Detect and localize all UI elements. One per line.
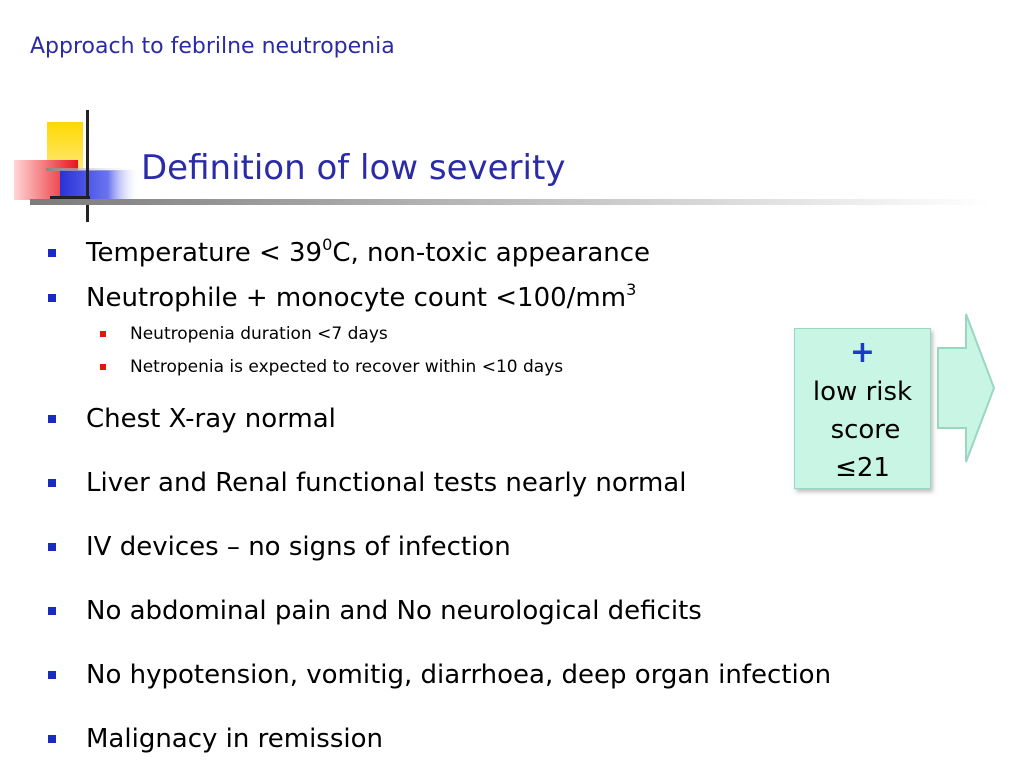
plus-sign: + bbox=[849, 335, 876, 370]
slide-title: Definition of low severity bbox=[141, 148, 566, 188]
bullet-item bbox=[48, 532, 511, 562]
bullet-square-icon bbox=[48, 607, 56, 615]
bullet-text: Neutrophile + monocyte count $<100/mm^3$ bbox=[86, 279, 637, 313]
low-risk-score-box bbox=[794, 328, 931, 489]
sub-bullet-square-icon bbox=[100, 364, 106, 370]
risk-box-line: low risk bbox=[812, 377, 913, 407]
bullet-text: IV devices – no signs of infection bbox=[86, 532, 511, 562]
sub-bullet-item bbox=[100, 324, 388, 344]
bullet-square-icon bbox=[48, 479, 56, 487]
bullet-item bbox=[48, 279, 637, 313]
risk-box-line: ≤21 bbox=[835, 453, 890, 483]
bullet-item bbox=[48, 596, 702, 626]
right-arrow-icon bbox=[936, 312, 996, 464]
bullet-text: Malignacy in remission bbox=[86, 724, 384, 754]
risk-box-line: score bbox=[830, 415, 901, 445]
section-header: Approach to febrilne neutropenia bbox=[30, 34, 395, 59]
bullet-square-icon bbox=[48, 735, 56, 743]
bullet-text: No hypotension, vomitig, diarrhoea, deep organ infection bbox=[86, 660, 832, 690]
bullet-item bbox=[48, 660, 831, 690]
bullet-square-icon bbox=[48, 249, 56, 257]
bullet-item bbox=[48, 724, 383, 754]
bullet-item bbox=[48, 234, 651, 268]
bullet-text: No abdominal pain and No neurological deficits bbox=[86, 596, 702, 626]
bullet-text: Temperature < $39^0C$, non-toxic appearance bbox=[86, 234, 651, 268]
sub-bullet-item bbox=[100, 357, 563, 377]
sub-bullet-text: Neutropenia duration <7 days bbox=[130, 324, 388, 344]
bullet-item bbox=[48, 404, 336, 434]
sub-bullet-square-icon bbox=[100, 331, 106, 337]
bullet-item bbox=[48, 468, 686, 498]
bullet-text: Chest X-ray normal bbox=[86, 404, 336, 434]
sub-bullet-text: Netropenia is expected to recover within <10 days bbox=[130, 357, 564, 377]
bullet-square-icon bbox=[48, 543, 56, 551]
bullet-square-icon bbox=[48, 415, 56, 423]
bullet-square-icon bbox=[48, 671, 56, 679]
bullet-text: Liver and Renal functional tests nearly normal bbox=[86, 468, 687, 498]
bullet-square-icon bbox=[48, 294, 56, 302]
